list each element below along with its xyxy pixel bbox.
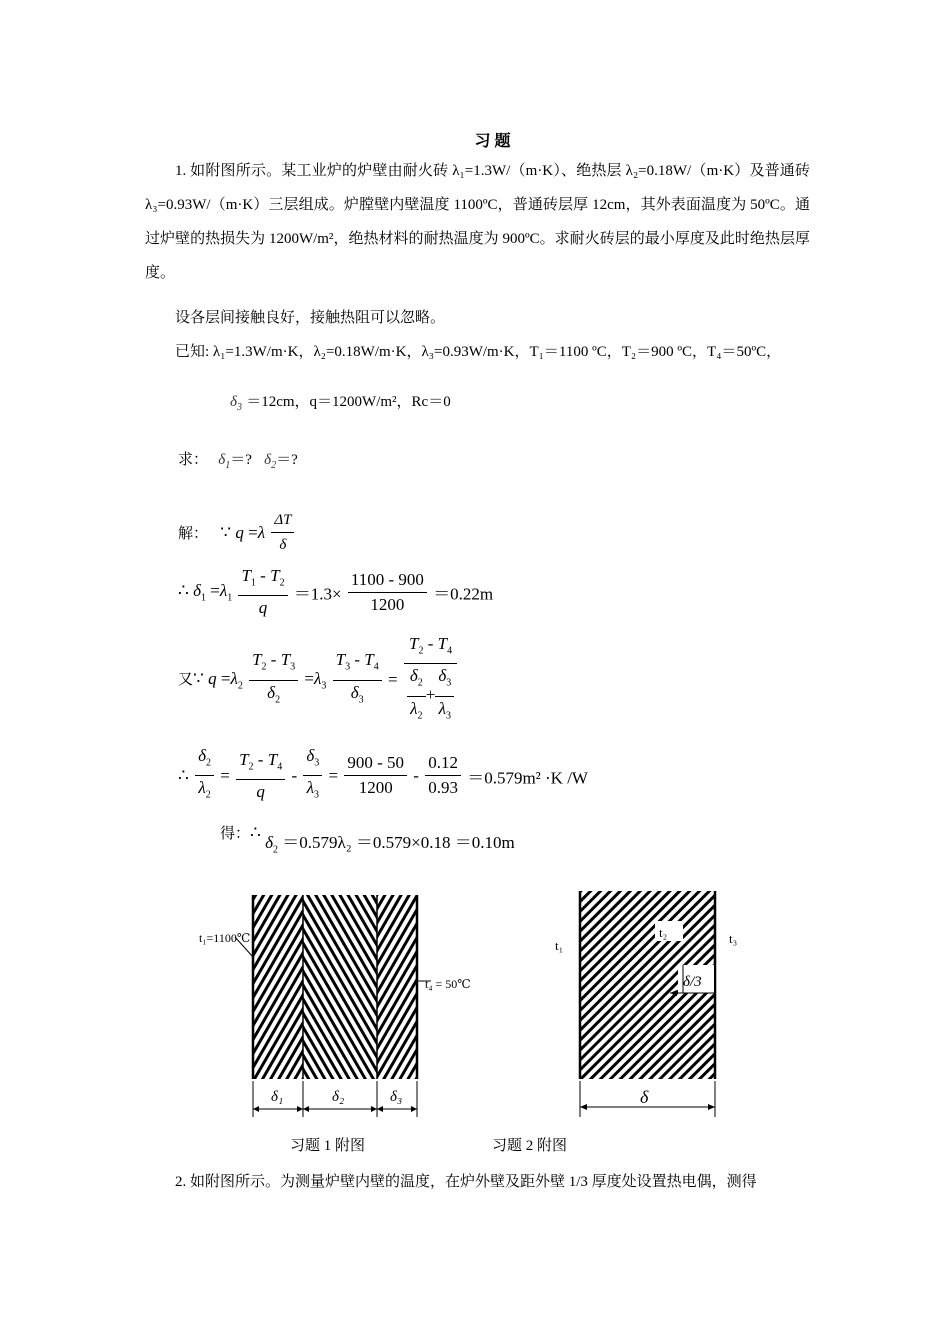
known-line-2: $\delta_3 =12cm$，q＝1200W/m²，Rc＝0	[230, 394, 451, 413]
layer-1-firebrick	[253, 895, 303, 1079]
layer-2-insulation	[303, 895, 377, 1079]
equation-2: 又∵ $q =\lambda_2$ $\frac{T_2 - T_3}{\delta_2}$ $=\lambda_3$ $\frac{T_3 - T_4}{\delta_3}$ = $T_2 - T_4$ $\frac{\delta_2}{\lambda_2}$ + $\frac{\delta_3}{\lambda_3}$	[178, 632, 459, 728]
layer-3-brick	[377, 895, 417, 1079]
fig2-t3-label: t₃	[729, 931, 738, 946]
known-line-1: 已知: λ₁=1.3W/m·K，λ₂=0.18W/m·K，λ₃=0.93W/m·K，T₁＝1100 ºC，T₂＝900 ºC，T₄＝50ºC，	[175, 344, 782, 360]
fig2-t1-label: t₁	[555, 938, 564, 953]
problem-1-text: 1. 如附图所示。某工业炉的炉壁由耐火砖 λ₁=1.3W/（m·K）、绝热层 λ₂=0.18W/（m·K）及普通砖 λ₃=0.93W/（m·K）三层组成。炉膛壁内壁温度 1100ºC，普通砖层厚 12cm，其外表面温度为 50ºC。通过炉壁的热损失为 1200W/m²，绝热材料的耐热温度为 900ºC。求耐火砖层的最小厚度及此时绝热层厚度。	[145, 163, 810, 281]
problem-2-text: 2. 如附图所示。为测量炉壁内壁的温度，在炉外壁及距外壁 1/3 厚度处设置热电偶，测得	[175, 1174, 757, 1190]
delta1-label: δ₁	[271, 1089, 284, 1105]
figure-1-caption: 习题 1 附图	[290, 1138, 366, 1154]
delta2-label: δ₂	[332, 1089, 345, 1105]
figure-1-diagram	[195, 885, 485, 1125]
figure-2-diagram	[545, 885, 765, 1125]
fig2-t2-label: t₂	[659, 925, 668, 940]
equation-3: ∴ $\frac{\delta_2}{\lambda_2}$ = $\frac{T_2 - T_4}{q}$ - $\frac{\delta_3}{\lambda_3}$ = $\frac{900 - 50}{1200}$ - $\frac{0.12}{0.93}$ ＝0.579m² ·K /W	[178, 746, 588, 802]
delta-third-label: δ/3	[683, 974, 702, 990]
seek-line: 求： $\delta_1=$? $\delta_2=$?	[178, 452, 298, 471]
delta3-label: δ₃	[390, 1089, 403, 1105]
delta-label: δ	[640, 1087, 649, 1107]
equation-1: ∴ $\delta_1 =\lambda_1$ $\frac{T_1 - T_2}{q}$ ＝1.3× $\frac{1100 - 900}{1200}$ ＝0.22m	[178, 566, 494, 618]
solve-line: 解： ∵ q =λ $\frac{\Delta T}{\delta}$	[178, 508, 296, 557]
t1-label: t₁=1100℃	[199, 931, 251, 945]
t4-label: t₄ = 50℃	[425, 977, 471, 991]
page-title: 习 题	[474, 133, 511, 150]
equation-4: 得：∴ $\delta_2 =0.579\lambda_2 =0.579\times 0.18 =0.10m$	[220, 823, 515, 856]
figure-2-caption: 习题 2 附图	[492, 1138, 568, 1154]
assumption-text: 设各层间接触良好，接触热阻可以忽略。	[175, 310, 446, 326]
